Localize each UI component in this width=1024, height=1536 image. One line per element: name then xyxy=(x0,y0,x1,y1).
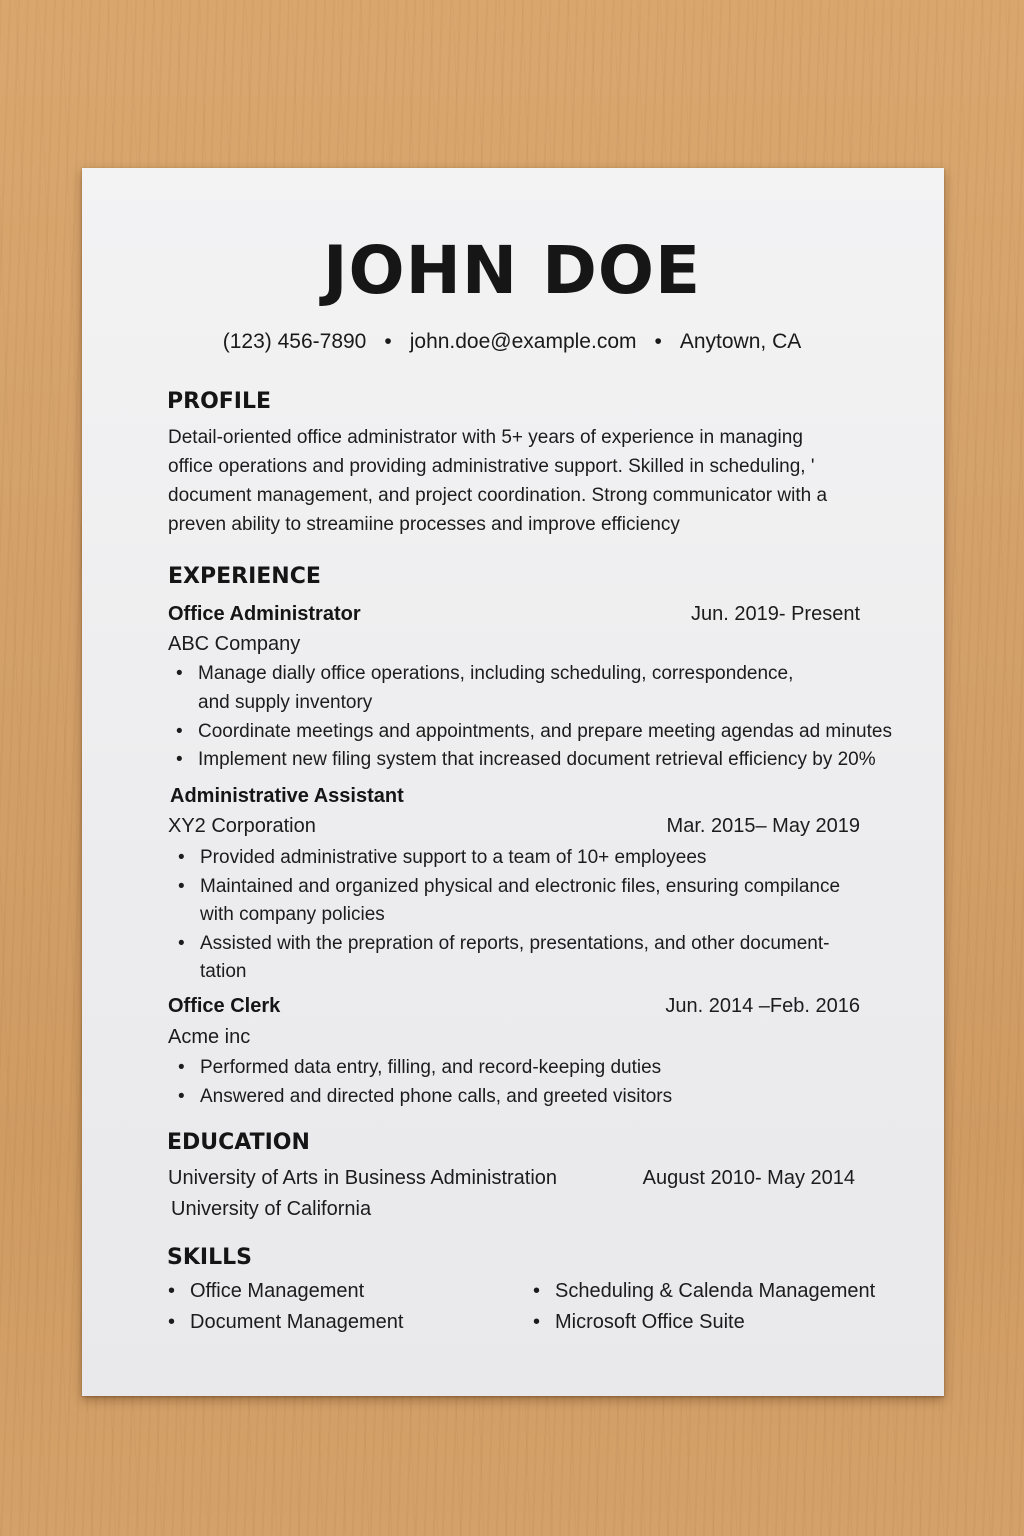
education-dates: August 2010- May 2014 xyxy=(642,1167,855,1189)
job-bullet: • Manage dially office operations, including scheduling, correspondence, xyxy=(176,663,794,684)
job-bullet: • Assisted with the prepration of reports, presentations, and other document- xyxy=(178,933,830,954)
contact-line xyxy=(0,330,1024,354)
contact-email: john.doe@example.com xyxy=(409,330,637,353)
job-bullet-text: Manage dially office operations, including scheduling, correspondence, xyxy=(198,663,794,684)
job-bullet: • Coordinate meetings and appointments, and prepare meeting agendas ad minutes xyxy=(176,721,892,742)
contact-location: Anytown, CA xyxy=(679,330,802,353)
job-company: Acme inc xyxy=(168,1026,251,1048)
job-bullet-text: Provided administrative support to a team of 10+ employees xyxy=(200,847,707,868)
job-title: Administrative Assistant xyxy=(170,785,404,807)
profile-line: preven ability to streamiine processes and improve efficiency xyxy=(168,514,680,535)
contact-phone: (123) 456-7890 xyxy=(222,330,367,353)
job-bullet-continuation: with company policies xyxy=(200,904,385,925)
skill-item: • Microsoft Office Suite xyxy=(533,1311,745,1333)
job-bullet: • Provided administrative support to a team of 10+ employees xyxy=(178,847,707,868)
education-degree: University of Arts in Business Administration xyxy=(168,1167,558,1189)
job-dates: Jun. 2014 –Feb. 2016 xyxy=(665,995,860,1017)
job-title: Office Administrator xyxy=(168,603,361,625)
job-title: Office Clerk xyxy=(168,995,281,1017)
skill-text: Office Management xyxy=(190,1280,365,1302)
job-dates: Mar. 2015– May 2019 xyxy=(666,815,860,837)
skill-text: Microsoft Office Suite xyxy=(555,1311,745,1333)
job-bullet-text: Coordinate meetings and appointments, and prepare meeting agendas ad minutes xyxy=(198,721,892,742)
job-bullet: • Answered and directed phone calls, and greeted visitors xyxy=(178,1086,673,1107)
job-bullet-text: Performed data entry, filling, and record-keeping duties xyxy=(200,1057,662,1078)
job-bullet-text: Assisted with the prepration of reports, presentations, and other document- xyxy=(200,933,830,954)
resume-name: JOHN DOE xyxy=(322,232,702,309)
job-bullet-text: Answered and directed phone calls, and greeted visitors xyxy=(200,1086,673,1107)
profile-heading: PROFILE xyxy=(167,389,272,414)
job-bullet-continuation: and supply inventory xyxy=(198,692,373,713)
job-bullet-continuation: tation xyxy=(200,961,247,982)
skill-text: Scheduling & Calenda Management xyxy=(555,1280,876,1302)
skill-text: Document Management xyxy=(190,1311,404,1333)
skill-item: • Office Management xyxy=(168,1280,365,1302)
skill-item: • Scheduling & Calenda Management xyxy=(533,1280,876,1302)
profile-line: Detail-oriented office administrator with 5+ years of experience in managing xyxy=(168,427,803,448)
experience-heading: EXPERIENCE xyxy=(168,564,321,589)
job-bullet-text: Maintained and organized physical and electronic files, ensuring compilance xyxy=(200,876,841,897)
separator-dot: • xyxy=(384,330,392,353)
job-bullet-text: Implement new filing system that increased document retrieval efficiency by 20% xyxy=(198,749,876,770)
profile-line: document management, and project coordination. Strong communicator with a xyxy=(168,485,828,506)
job-dates: Jun. 2019- Present xyxy=(691,603,860,625)
job-company: ABC Company xyxy=(168,633,301,655)
profile-line: office operations and providing administrative support. Skilled in scheduling, ' xyxy=(168,456,815,477)
job-company: XY2 Corporation xyxy=(168,815,316,837)
skills-heading: SKILLS xyxy=(167,1245,252,1270)
separator-dot: • xyxy=(654,330,662,353)
job-bullet: • Maintained and organized physical and electronic files, ensuring compilance xyxy=(178,876,841,897)
education-heading: EDUCATION xyxy=(167,1130,310,1155)
job-bullet: • Performed data entry, filling, and record-keeping duties xyxy=(178,1057,662,1078)
skill-item: • Document Management xyxy=(168,1311,404,1333)
education-school: University of California xyxy=(171,1198,372,1220)
job-bullet: • Implement new filing system that increased document retrieval efficiency by 20% xyxy=(176,749,876,770)
